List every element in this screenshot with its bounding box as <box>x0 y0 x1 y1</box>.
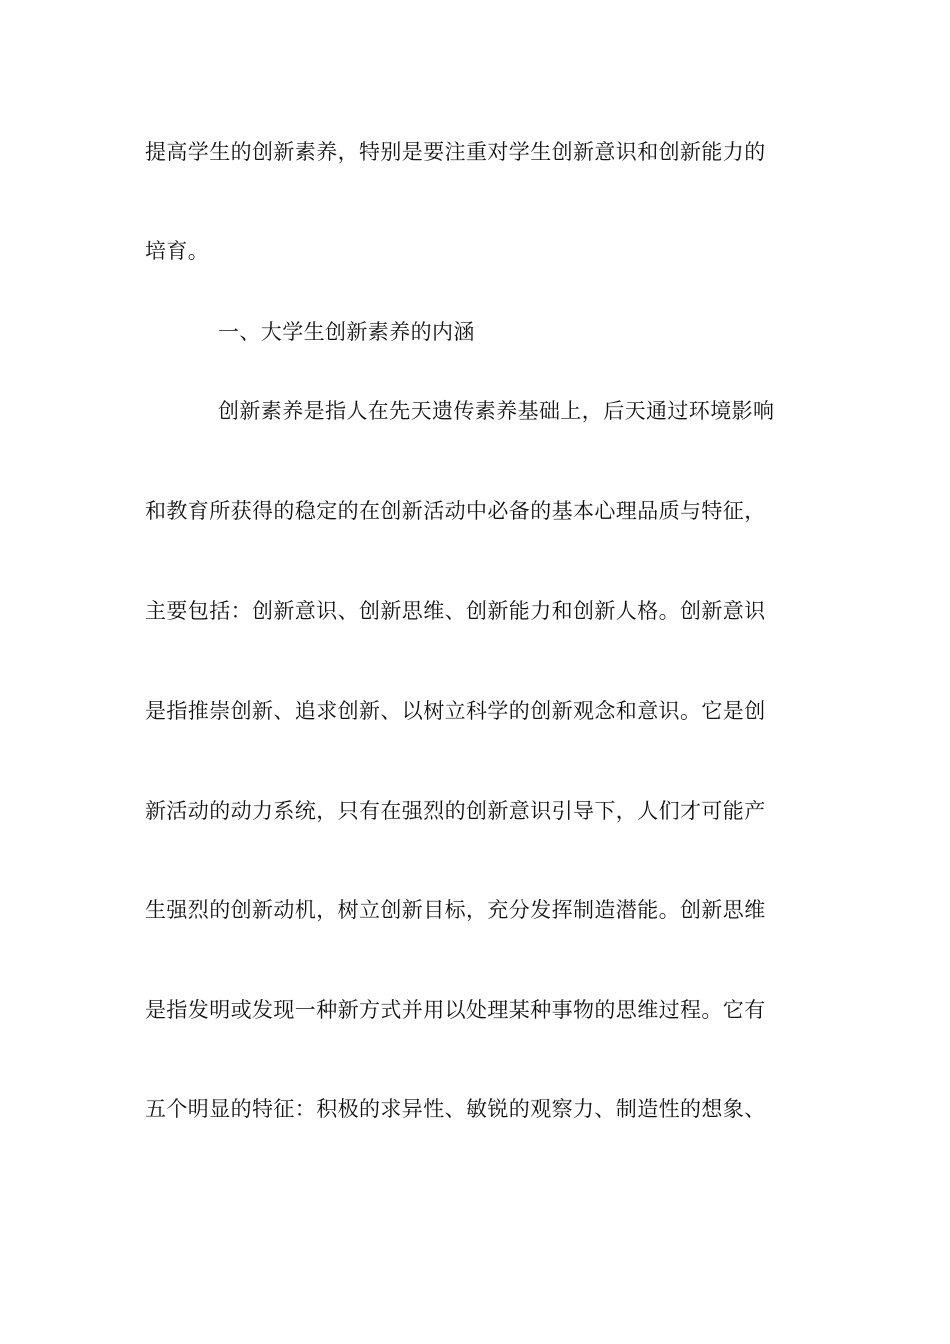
paragraph-line: 是指推崇创新、追求创新、以树立科学的创新观念和意识。它是创 <box>145 699 766 723</box>
section-heading: 一、大学生创新素养的内涵 <box>218 320 475 344</box>
paragraph-line: 生强烈的创新动机，树立创新目标，充分发挥制造潜能。创新思维 <box>145 898 766 922</box>
paragraph-line: 新活动的动力系统，只有在强烈的创新意识引导下，人们才可能产 <box>145 799 766 823</box>
paragraph-line: 创新素养是指人在先天遗传素养基础上，后天通过环境影响 <box>218 399 775 423</box>
paragraph-line: 是指发明或发现一种新方式并用以处理某种事物的思维过程。它有 <box>145 998 766 1022</box>
paragraph-line: 培育。 <box>145 239 210 263</box>
paragraph-line: 和教育所获得的稳定的在创新活动中必备的基本心理品质与特征， <box>145 499 766 523</box>
paragraph-line: 五个明显的特征：积极的求异性、敏锐的观察力、制造性的想象、 <box>145 1097 766 1121</box>
paragraph-line: 主要包括：创新意识、创新思维、创新能力和创新人格。创新意识 <box>145 599 766 623</box>
paragraph-line: 提高学生的创新素养，特别是要注重对学生创新意识和创新能力的 <box>145 140 766 164</box>
